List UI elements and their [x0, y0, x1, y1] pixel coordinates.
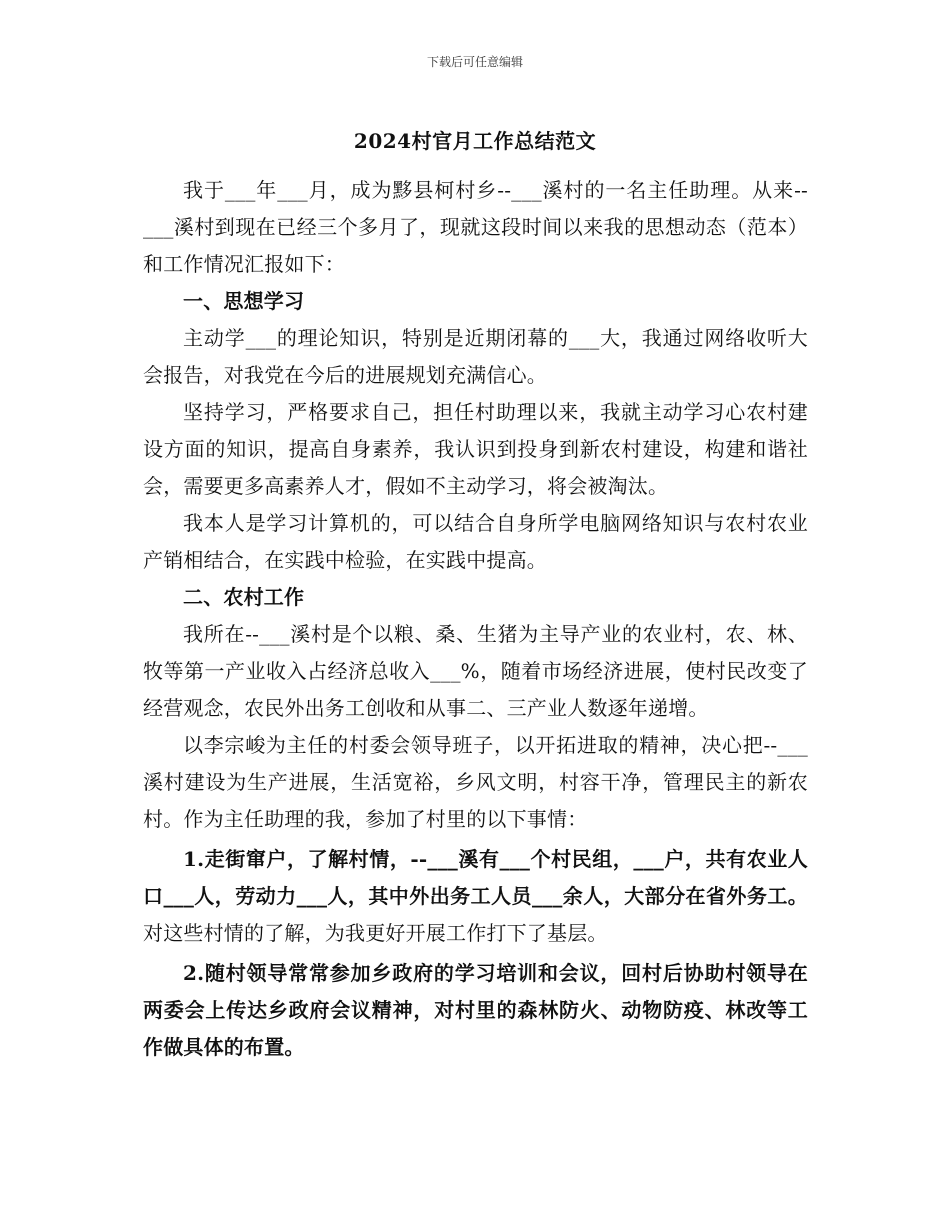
rural-work-paragraph-1: 我所在--___溪村是个以粮、桑、生猪为主导产业的农业村，农、林、牧等第一产业收入占经济总收入___%，随着市场经济进展，使村民改变了经营观念，农民外出务工创收和从事二、三产业人数逐年递增。: [143, 622, 808, 720]
section-heading-study: 一、思想学习: [183, 289, 305, 313]
work-item-1-normal: 对这些村情的了解，为我更好开展工作打下了基层。: [143, 921, 608, 945]
work-item-1-bold: 1.走街窜户，了解村情，--___溪有___个村民组，___户，共有农业人口___人，劳动力___人，其中外出务工人员___余人，大部分在省外务工。: [143, 847, 808, 908]
document-body: [143, 172, 808, 1066]
study-paragraph-3: 我本人是学习计算机的，可以结合自身所学电脑网络知识与农村农业产销相结合，在实践中检验，在实践中提高。: [143, 511, 808, 572]
intro-paragraph: 我于___年___月，成为黟县柯村乡--___溪村的一名主任助理。从来--___溪村到现在已经三个多月了，现就这段时间以来我的思想动态（范本）和工作情况汇报如下：: [143, 178, 808, 276]
work-item-2: 2.随村领导常常参加乡政府的学习培训和会议，回村后协助村领导在两委会上传达乡政府会议精神，对村里的森林防火、动物防疫、林改等工作做具体的布置。: [143, 961, 808, 1059]
section-heading-rural-work: 二、农村工作: [183, 585, 305, 609]
document-title: 2024村官月工作总结范文: [353, 129, 597, 153]
rural-work-paragraph-2: 以李宗峻为主任的村委会领导班子，以开拓进取的精神，决心把--___溪村建设为生产进展，生活宽裕，乡风文明，村容干净，管理民主的新农村。作为主任助理的我，参加了村里的以下事情：: [143, 733, 808, 831]
study-paragraph-2: 坚持学习，严格要求自己，担任村助理以来，我就主动学习心农村建设方面的知识，提高自身素养，我认识到投身到新农村建设，构建和谐社会，需要更多高素养人才，假如不主动学习，将会被淘汰。: [143, 400, 808, 498]
work-item-1: [143, 841, 808, 952]
study-paragraph-1: 主动学___的理论知识，特别是近期闭幕的___大，我通过网络收听大会报告，对我党在今后的进展规划充满信心。: [143, 326, 808, 387]
page-header-note: 下载后可任意编辑: [426, 55, 523, 69]
